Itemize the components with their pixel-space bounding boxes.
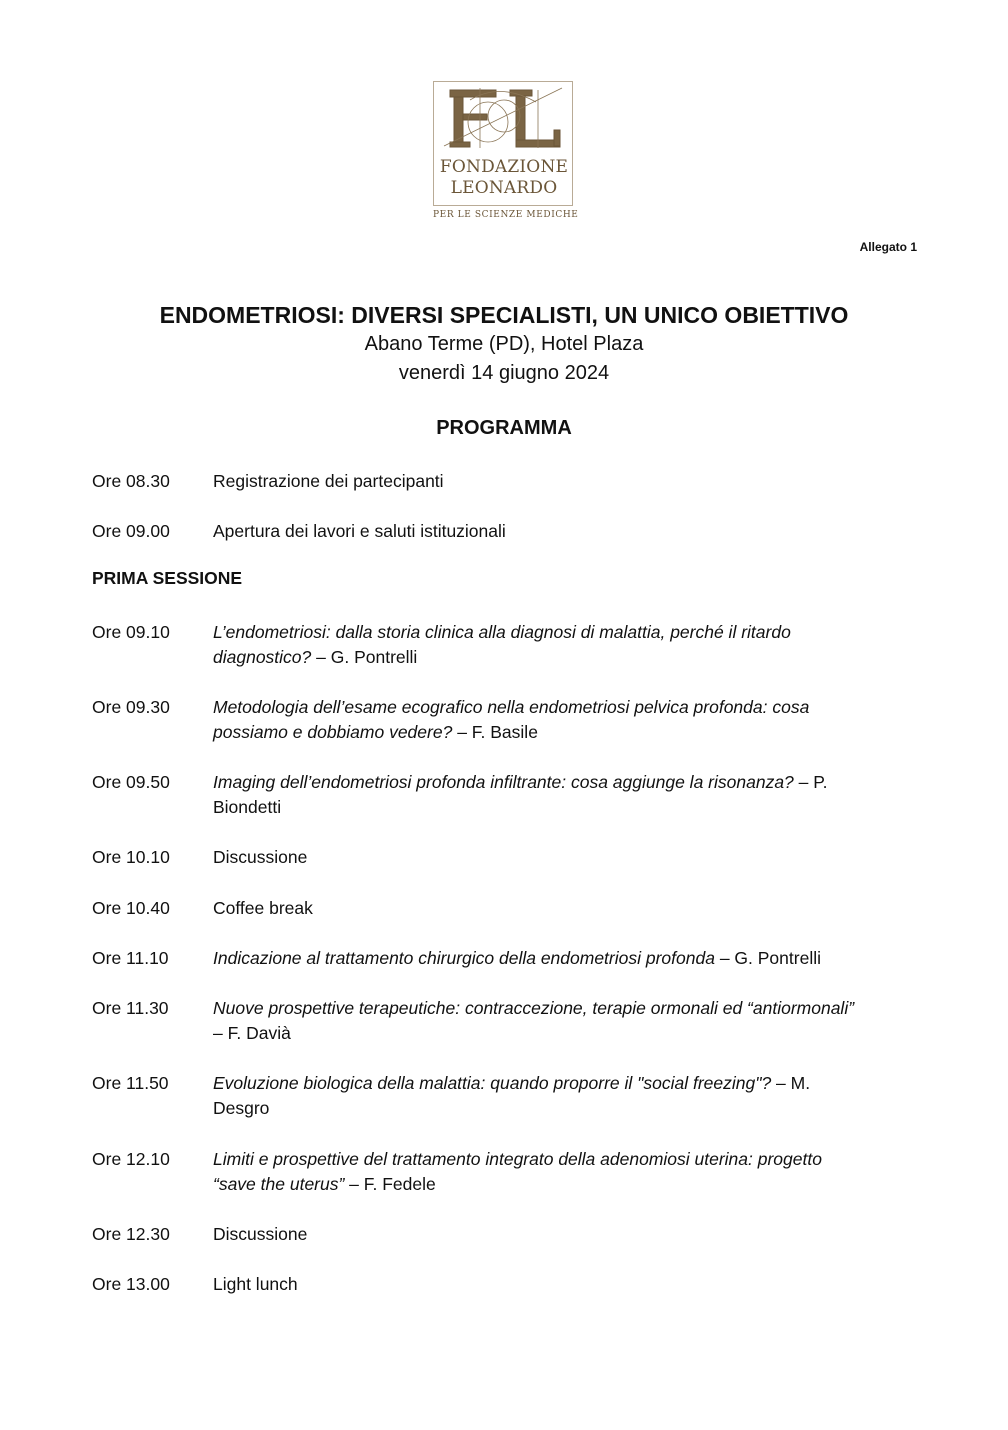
schedule-time: Ore 10.10	[92, 847, 170, 867]
logo-line-fondazione: FONDAZIONE	[439, 157, 569, 177]
speaker-name: – M.	[771, 1073, 811, 1093]
talk-title-continued: diagnostico?	[213, 647, 312, 667]
schedule-time: Ore 09.50	[92, 772, 170, 792]
fl-monogram-icon	[440, 86, 566, 150]
talk-title: Metodologia dell’esame ecografico nella endometriosi pelvica profonda: cosa	[213, 697, 810, 717]
talk-title: Evoluzione biologica della malattia: quando proporre il "social freezing"?	[213, 1073, 772, 1093]
talk-title: L’endometriosi: dalla storia clinica alla diagnosi di malattia, perché il ritardo	[213, 622, 791, 642]
logo-frame	[433, 81, 573, 206]
schedule-time: Ore 09.00	[92, 521, 170, 541]
schedule-title	[213, 1071, 923, 1121]
schedule-time: Ore 13.00	[92, 1274, 170, 1294]
speaker-name: – G. Pontrelli	[714, 948, 821, 968]
schedule-time: Ore 11.50	[92, 1073, 169, 1093]
schedule-title: Apertura dei lavori e saluti istituzionali	[213, 521, 506, 541]
speaker-name: – F. Davià	[213, 1023, 291, 1043]
schedule-time: Ore 11.30	[92, 998, 169, 1018]
schedule-title	[213, 770, 923, 820]
event-location: Abano Terme (PD), Hotel Plaza	[364, 333, 644, 355]
talk-title: Indicazione al trattamento chirurgico della endometriosi profonda	[213, 948, 715, 968]
talk-title: Limiti e prospettive del trattamento integrato della adenomiosi uterina: progetto	[213, 1149, 822, 1169]
schedule-title	[213, 946, 923, 971]
programme-heading: PROGRAMMA	[436, 417, 572, 439]
schedule-title: Coffee break	[213, 898, 313, 918]
talk-title-continued: “save the uterus”	[213, 1174, 345, 1194]
talk-title: Imaging dell’endometriosi profonda infiltrante: cosa aggiunge la risonanza?	[213, 772, 794, 792]
schedule-time: Ore 11.10	[92, 948, 169, 968]
speaker-name-continued: Biondetti	[213, 797, 282, 817]
event-date: venerdì 14 giugno 2024	[398, 362, 610, 384]
schedule-title	[213, 620, 923, 670]
event-header	[0, 300, 1008, 388]
schedule-time: Ore 10.40	[92, 898, 170, 918]
speaker-name: – G. Pontrelli	[311, 647, 418, 667]
annex-label: Allegato 1	[859, 240, 917, 254]
schedule-time: Ore 08.30	[92, 471, 170, 491]
speaker-name: – F. Fedele	[344, 1174, 436, 1194]
schedule-title: Discussione	[213, 847, 308, 867]
schedule-time: Ore 09.10	[92, 622, 170, 642]
schedule-time: Ore 12.30	[92, 1224, 170, 1244]
schedule-time: Ore 09.30	[92, 697, 170, 717]
logo-line-leonardo: LEONARDO	[450, 178, 558, 198]
talk-title-continued: possiamo e dobbiamo vedere?	[213, 722, 453, 742]
event-title: ENDOMETRIOSI: DIVERSI SPECIALISTI, UN UNICO OBIETTIVO	[159, 302, 849, 328]
schedule-title	[213, 695, 923, 745]
speaker-name-continued: Desgro	[213, 1098, 270, 1118]
schedule-title	[213, 1147, 923, 1197]
schedule-title: Light lunch	[213, 1274, 298, 1294]
speaker-name: – F. Basile	[452, 722, 538, 742]
fondazione-leonardo-logo	[433, 81, 579, 222]
speaker-name: – P.	[793, 772, 828, 792]
schedule-title	[213, 996, 923, 1046]
schedule-title: Registrazione dei partecipanti	[213, 471, 444, 491]
schedule-title: Discussione	[213, 1224, 308, 1244]
talk-title: Nuove prospettive terapeutiche: contraccezione, terapie ormonali ed “antiormonali”	[213, 998, 855, 1018]
session-label: PRIMA SESSIONE	[92, 568, 243, 588]
logo-tagline: PER LE SCIENZE MEDICHE	[433, 210, 579, 220]
schedule-time: Ore 12.10	[92, 1149, 170, 1169]
